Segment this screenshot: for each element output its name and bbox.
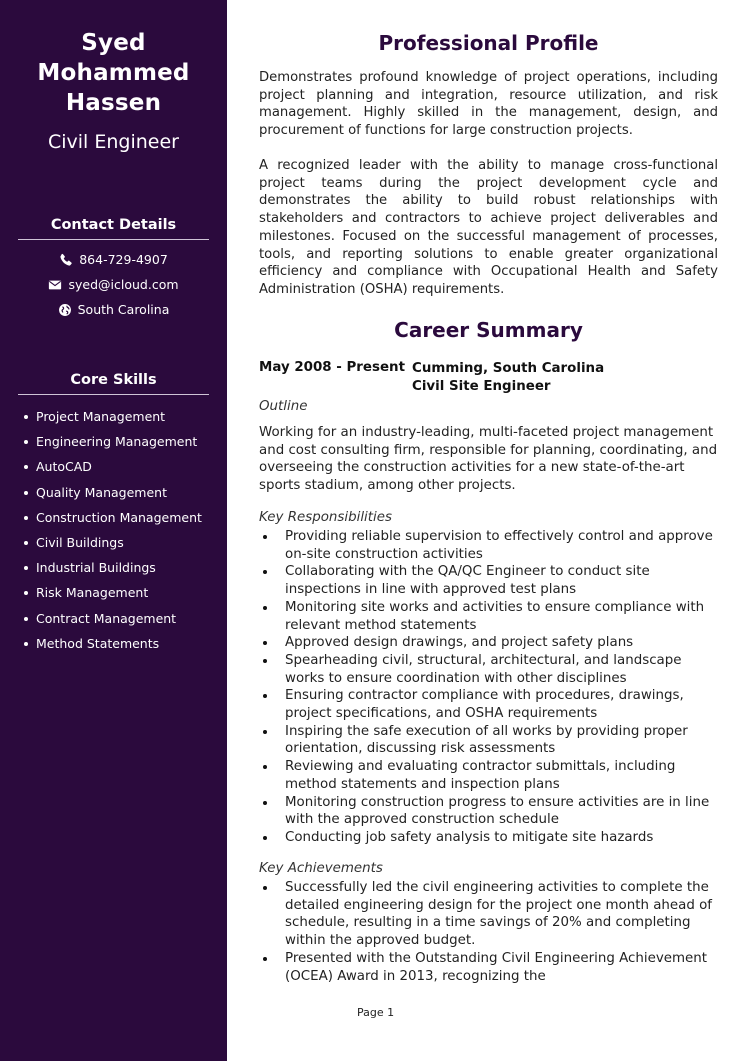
career-summary-heading: Career Summary bbox=[394, 318, 583, 342]
job-location: Cumming, South Carolina bbox=[412, 361, 605, 376]
achievements-label: Key Achievements bbox=[259, 861, 383, 876]
responsibility-item: Monitoring site works and activities to ensure compliance with relevant method statements bbox=[259, 599, 718, 634]
core-skills-heading: Core Skills bbox=[18, 372, 209, 395]
skill-item: Construction Management bbox=[22, 505, 202, 530]
contact-email-text: syed@icloud.com bbox=[68, 277, 179, 292]
responsibilities-list bbox=[259, 528, 718, 847]
job-header bbox=[412, 360, 604, 396]
phone-icon bbox=[59, 253, 73, 267]
contact-phone[interactable] bbox=[0, 252, 227, 267]
responsibility-item: Reviewing and evaluating contractor submittals, including method statements and inspection plans bbox=[259, 758, 718, 793]
job-title: Civil Engineer bbox=[47, 131, 179, 153]
responsibility-item: Collaborating with the QA/QC Engineer to conduct site inspections in line with approved test plans bbox=[259, 563, 718, 598]
contact-email[interactable] bbox=[0, 277, 227, 292]
skill-item: Industrial Buildings bbox=[22, 555, 202, 580]
skill-item: Quality Management bbox=[22, 480, 202, 505]
globe-icon bbox=[58, 303, 72, 317]
contact-phone-text: 864-729-4907 bbox=[79, 252, 168, 267]
name-line-1: Syed bbox=[81, 30, 146, 56]
responsibilities-label: Key Responsibilities bbox=[259, 510, 392, 525]
responsibility-item: Conducting job safety analysis to mitigate site hazards bbox=[259, 829, 718, 847]
achievements-list bbox=[259, 879, 718, 985]
contact-location-text: South Carolina bbox=[77, 302, 170, 317]
name-line-3: Hassen bbox=[65, 90, 162, 116]
outline-label: Outline bbox=[259, 399, 308, 414]
name-line-2: Mohammed bbox=[37, 60, 190, 86]
responsibility-item: Approved design drawings, and project safety plans bbox=[259, 634, 718, 652]
skill-item: AutoCAD bbox=[22, 454, 202, 479]
responsibility-item: Monitoring construction progress to ensure activities are in line with the approved construction schedule bbox=[259, 794, 718, 829]
profile-paragraph-2: A recognized leader with the ability to manage cross-functional project teams during the project development cycle and demonstrates the ability to build robust relationships with stakeholders and contractors to achieve project deliverables and milestones. Focused on the successful management of processes, tools, and reporting solutions to enable greater organizational efficiency and compliance with Occupational Health and Safety Administration (OSHA) requirements. bbox=[259, 158, 718, 297]
skill-item: Civil Buildings bbox=[22, 530, 202, 555]
job-role: Civil Site Engineer bbox=[412, 379, 551, 394]
outline-text: Working for an industry-leading, multi-faceted project management and cost consulting firm, responsible for planning, coordinating, and overseeing the construction activities for a new state-of-the-art sports stadium, among other projects. bbox=[259, 425, 718, 494]
candidate-name bbox=[0, 28, 227, 118]
skills-list bbox=[22, 404, 202, 656]
sidebar bbox=[0, 0, 227, 1061]
responsibility-item: Inspiring the safe execution of all works by providing proper orientation, discussing risk assessments bbox=[259, 723, 718, 758]
professional-profile-heading: Professional Profile bbox=[378, 31, 599, 55]
responsibility-item: Ensuring contractor compliance with procedures, drawings, project specifications, and OSHA requirements bbox=[259, 687, 718, 722]
skill-item: Risk Management bbox=[22, 580, 202, 605]
envelope-icon bbox=[48, 278, 62, 292]
job-date: May 2008 - Present bbox=[259, 360, 405, 375]
profile-paragraph-1: Demonstrates profound knowledge of project operations, including project planning and integration, resource utilization, and risk management. Highly skilled in the management, design, and procurement of functions for large construction projects. bbox=[259, 70, 718, 139]
skill-item: Engineering Management bbox=[22, 429, 202, 454]
contact-location bbox=[0, 302, 227, 317]
responsibility-item: Spearheading civil, structural, architectural, and landscape works to ensure coordination with other disciplines bbox=[259, 652, 718, 687]
achievement-item: Successfully led the civil engineering activities to complete the detailed engineering design for the project one month ahead of schedule, resulting in a time savings of 20% and completing within the approved budget. bbox=[259, 879, 718, 950]
responsibility-item: Providing reliable supervision to effectively control and approve on-site construction activities bbox=[259, 528, 718, 563]
contact-details-heading: Contact Details bbox=[18, 217, 209, 240]
achievement-item: Presented with the Outstanding Civil Engineering Achievement (OCEA) Award in 2013, recognizing the bbox=[259, 950, 718, 985]
page-number: Page 1 bbox=[357, 1006, 395, 1019]
skill-item: Contract Management bbox=[22, 606, 202, 631]
skill-item: Method Statements bbox=[22, 631, 202, 656]
skill-item: Project Management bbox=[22, 404, 202, 429]
